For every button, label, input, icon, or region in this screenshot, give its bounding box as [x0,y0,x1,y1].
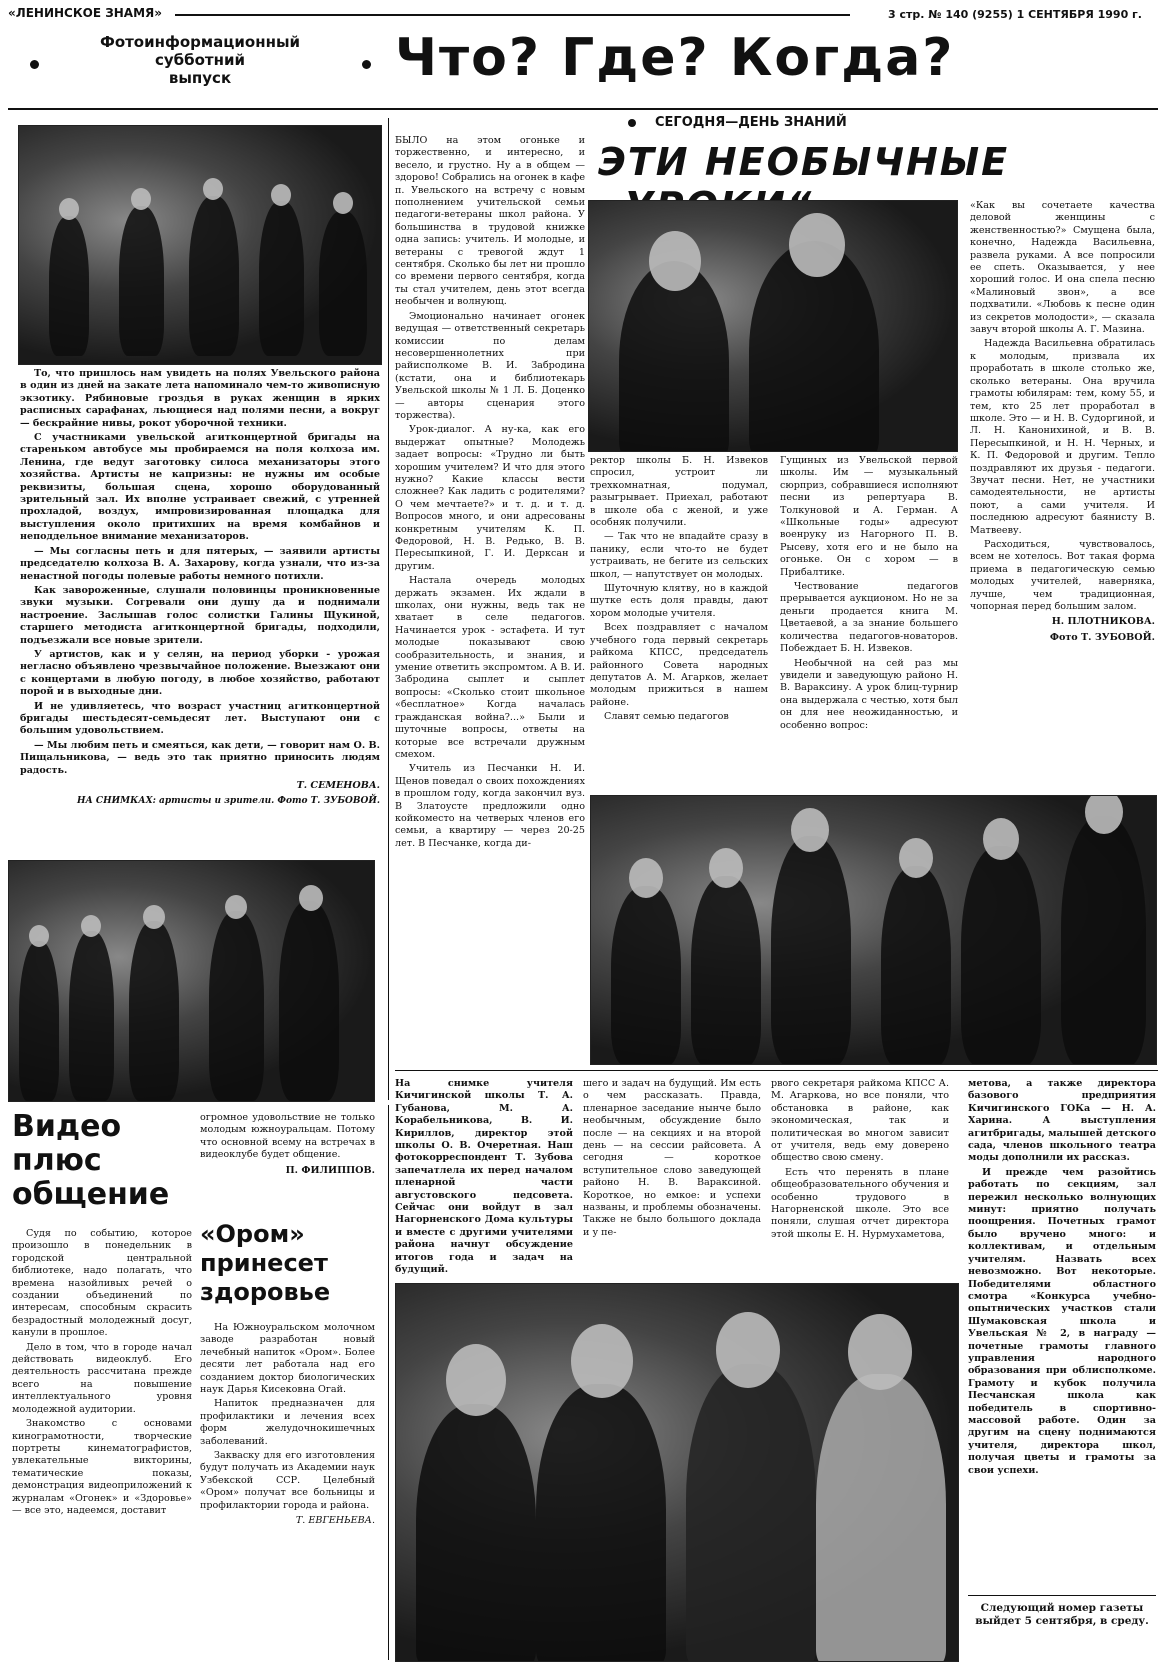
article2-p4: Настала очередь молодых держать экзамен. Их ждали в школах, они нужны, ведь так не хватает в селе педагогов. Начинается урок - эстафета. И тут молодые показывают свою сообразительность, и знания, и умение ответить экспромтом. А В. И. Забродина сыплет и сыплет вопросы: «Сколько стоит школьное «бесплатное» Когда началась гражданская война?...» Были и шуточные вопросы, ответы на которые все встречали дружным смехом. [395,575,585,760]
video-p4: огромное удовольствие не только молодым южноуральцам. Потому что основной всему на встречах в видеоклубе будет общение. [200,1112,375,1161]
article-teachers-evening [395,135,585,852]
issue-info: 3 стр. № 140 (9255) 1 СЕНТЯБРЯ 1990 г. [888,8,1142,21]
article-video-club [12,1228,192,1519]
orom-signature: Т. ЕВГЕНЬЕВА. [295,1515,375,1527]
bottom-col-3 [771,1078,949,1243]
lower-rule [395,1070,1158,1071]
divider-bottom [388,1105,389,1660]
photo-teachers-table [588,200,958,452]
page-title: Что? Где? Когда? [395,28,955,88]
bottom-col1-text: На снимке учителя Кичигинской школы Т. А. Губанова, М. А. Корабельникова, В. И. Кириллов, директор этой школы О. В. Очеретная. Наш фотокорреспондент Т. Зубова запечатлела их перед началом пленарной части августовского педсовета. Сейчас они войдут в зал Нагорненского Дома культуры и вместе с другими учителями района начнут обсуждение итогов года и задач на будущий. [395,1078,573,1276]
article-field-concert [20,368,380,808]
article3-col-c [970,200,1155,644]
next-issue-note: Следующий номер газеты выйдет 5 сентября, в среду. [968,1595,1156,1628]
headline-video: Видео плюс общение [12,1109,170,1212]
top-rule [175,14,850,16]
article1-p4: Как завороженные, слушали половинцы проникновенные звуки музыки. Согревали они душу да и поднимали настроение. Заслышав голос солистки Галины Щукиной, старшего методиста агитконцертной бригады, подходили, подъезжали все новые зрители. [20,584,380,646]
photo-singers-field [18,125,382,365]
kicker-line-1: Фотоинформационный [99,33,301,51]
orom-p2: Напиток предназначен для профилактики и лечения всех форм желудочнокишечных заболеваний. [200,1398,375,1447]
article-orom [200,1322,375,1528]
rubric: СЕГОДНЯ—ДЕНЬ ЗНАНИЙ [655,115,847,130]
article3-a2: — Так что не впадайте сразу в панику, если что-то не будет устраивать, не бегите из сельских школ, — напутствует он молодых. [590,531,768,580]
article3-a3: Шуточную клятву, но в каждой шутке есть доля правды, дают хором молодые учителя. [590,583,768,619]
article3-photo-credit: Фото Т. ЗУБОВОЙ. [1049,631,1155,643]
orom-p1: На Южноуральском молочном заводе разработан новый лечебный напиток «Ором». Более десяти лет работала над его созданием доктор биологических наук Дарья Кисековна Огай. [200,1322,375,1396]
article-video-club-cont [200,1112,375,1177]
article3-b3: Необычной на сей раз мы увидели и заведующую районо Н. В. Вараксину. А урок блиц-турнир она выдержала с честью, хотя был он для нее неожиданностью, и особенно вопрос: [780,657,958,731]
rubric-bullet [628,119,636,127]
bottom-col-1 [395,1078,573,1279]
article1-p6: И не удивляетесь, что возраст участниц агитконцертной бригады шестьдесят-семьдесят лет. Выступают они с большим удовольствием. [20,700,380,737]
video-signature: П. ФИЛИППОВ. [285,1164,375,1176]
article1-signature: Т. СЕМЕНОВА. [296,780,380,791]
bottom-col4-text: метова, а также директора базового предприятия Кичигинского ГОКа — Н. А. Харина. А выступления агитбригады, малышей детского сада, членов школьного театра моды дополнили их рассказ. [968,1078,1156,1164]
divider-left [388,118,389,1100]
bottom-col-2 [583,1078,761,1241]
kicker [90,33,310,87]
photo-mechanizers [8,860,375,1102]
article3-col-a [590,455,768,726]
paper-name: «ЛЕНИНСКОЕ ЗНАМЯ» [8,6,163,20]
headline-unusual-lessons: ЭТИ НЕОБЫЧНЫЕ [598,140,1010,184]
article1-p1: То, что пришлось нам увидеть на полях Увельского района в один из дней на закате лета напоминало чем-то живописную экзотику. Рябиновые гроздья в руках женщин в ярких расписных сарафанах, льющиеся над полями песни, а вокруг — бескрайние нивы, рокот уборочной техники. [20,368,380,429]
bottom-col-4 [968,1078,1156,1479]
article3-c3: Расходиться, чувствовалось, всем не хотелось. Вот такая форма приема в педагогическую семью молодых учителей, наверняка, лучше, чем традиционная, чопорная перед большим залом. [970,538,1155,612]
bottom-col4b-text: И прежде чем разойтись работать по секциям, зал пережил несколько волнующих минут: приятно получать поощрения. Почетных грамот было вручено много: и коллективам, и отдельным учителям. Назвать всех невозможно. Вот некоторые. Победителями областного смотра «Конкурса учебно-опытнических участков стали Шумаковская школа и Увельская № 2, в награду — почетные грамоты главного управления народного образования при облисполкоме. Грамоту и кубок получила Песчанская школа как победитель в спортивно-массовой работе. Один за другим на сцену поднимаются учителя, директора школ, получая цветы и грамоты за свои успехи. [968,1166,1156,1476]
article3-signature: Н. ПЛОТНИКОВА. [1051,616,1155,628]
article1-p2: С участниками увельской агитконцертной бригады на стареньком автобусе мы пробираемся на поля колхоза им. Ленина, где ведут заготовку силоса механизаторы этого хозяйства. Артисты не капризны: не нужны им особые реквизиты, большая сцена, хорошо оборудованный зрительный зал. Их вполне устраивает свежий, с утренней прохладой, воздух, импровизированная площадка для выступления около притихших на время комбайнов и неподдельное внимание механизаторов. [20,432,380,543]
headline-orom: «Ором» принесет здоровье [200,1220,331,1306]
article2-p2: Эмоционально начинает огонек ведущая — ответственный секретарь комиссии по делам несовершеннолетних при райисполкоме В. И. Забродина (кстати, она и библиотекарь Увельской школы № 1 Л. Б. Доценко — авторы сценария этого торжества). [395,310,585,421]
masthead-rule [8,108,1158,110]
bullet-left [30,60,39,69]
article3-c1: «Как вы сочетаете качества деловой женщины с женственностью?» Смущена была, конечно, Надежда Васильевна, развела руками. А все попросили ее спеть. Оказывается, у нее хороший голос. И она спела песню «Малиновый звон», а все подхватили. «Любовь к песне один из секретов молодости», — сказала завуч второй школы А. Г. Мазина. [970,200,1155,336]
article3-a5: Славят семью педагогов [604,711,729,723]
article1-p3: — Мы согласны петь и для пятерых, — заявили артисты председателю колхоза В. А. Захарову, когда узнали, что из-за ненастной погоды полевые работы немного потихли. [20,545,380,582]
article3-b2: Чествование педагогов прерывается аукционом. Но не за деньги продается книга М. Цветаевой, а за знание большего количества педагогов-новаторов. Побеждает Б. Н. Извеков. [780,581,958,655]
article2-p1: БЫЛО на этом огоньке и торжественно, и интересно, и весело, и грустно. Ну а в общем — здорово! Собрались на огонек в кафе п. Увельского на встречу с новым пополнением учительской семьи педагоги-ветераны школ района. У большинства в трудовой книжке одна запись: учитель. И молодые, и ветераны с тревогой ждут 1 сентября. Сколько бы лет ни прошло со времени первого сентября, когда ты стал учителем, день этот всегда необычен и волнующ. [395,135,586,308]
article3-c2: Надежда Васильевна обратилась к молодым, призвала их проработать в школе столько же, сколько ветераны. Она вручила грамоты юбилярам: тем, кому 55, и тем, кто 25 лет проработал в школе. Это — и Н. В. Судоргиной, и Л. Н. Канонихиной, и В. В. Пересыпкиной, и Н. Н. Черных, и К. П. Федоровой и другим. Тепло поздравляют их друзья - педагоги. Звучат песни. Нет, не участники самодеятельности, не артисты поют, а сами учителя. И последнюю адресуют баянисту В. Матвееву. [970,338,1155,536]
article2-p5: Учитель из Песчанки Н. И. Щенов поведал о своих похождениях в прошлом году, когда закончил вуз. В Златоусте предложили одно койкоместо на четверых членов его семьи, а квартиру — через 20-25 лет. В Песчанке, когда ди- [395,763,585,849]
article3-col-b [780,455,958,734]
article3-a1: ректор школы Б. Н. Извеков спросил, устроит ли трехкомнатная, подумал, разыгрывает. Приехал, работают в школе оба с женой, и уже особняк получили. [590,455,768,529]
bullet-right [362,60,371,69]
article2-p3: Урок-диалог. А ну-ка, как его выдержат опытные? Молодежь задает вопросы: «Трудно ли быть хорошим учителем? И что для этого нужно? Какие классы вести сложнее? Как ладить с родителями? О чем мечтаете?» и т. д. и т. д. Вопросов много, и они адресованы конкретным учителям К. П. Федоровой, Н. В. Редько, В. В. Пересыпкиной, Г. И. Дерксан и другим. [395,424,585,572]
photo-kichiginsk-teachers [395,1283,959,1662]
video-p1: Судя по событию, которое произошло в понедельник в городской центральной библиотеке, надо полагать, что времена назойливых речей о создании объединений по интересам, способным скрасить безрадостный молодежный досуг, канули в прошлое. [12,1228,192,1339]
article3-a4: Всех поздравляет с началом учебного года первый секретарь райкома КПСС, председатель районного Совета народных депутатов А. М. Агарков, желает молодым прижиться в нашем районе. [590,622,768,708]
article1-p7: — Мы любим петь и смеяться, как дети, — говорит нам О. В. Пищальникова, — ведь это так приятно приносить людям радость. [20,739,380,776]
video-p2: Дело в том, что в городе начал действовать видеоклуб. Его деятельность рассчитана прежде всего на повышение интеллектуального уровня молодежной аудитории. [12,1341,192,1415]
article3-b1: Гущиных из Увельской первой школы. Им — музыкальный сюрприз, собравшиеся исполняют песни из репертуара В. Толкуновой и А. Герман. А «Школьные годы» адресуют военруку из Нагорного П. В. Рысеву, хотя его и не было на огоньке. Он с хором — в Прибалтике. [780,455,958,578]
kicker-line-2: субботний [155,51,245,69]
bottom-col3b-text: Есть что перенять в плане общеобразовательного обучения и особенно трудового в Нагорненской школе. Это все поняли, слушая отчет директора этой школы Е. Н. Нурмухаметова, [771,1166,949,1240]
bottom-col3-text: рвого секретаря райкома КПСС А. М. Агаркова, но все поняли, что обстановка в районе, как экономическая, так и политическая во многом зависит от учителя, ведь ему доверено общество свою смену. [771,1078,949,1164]
orom-p3: Закваску для его изготовления будут получать из Академии наук Узбекской ССР. Целебный «Ором» получат все больницы и профилактории города и района. [200,1450,375,1511]
video-p3: Знакомство с основами кинограмотности, творческие портреты кинематографистов, увлекательные викторины, тематические показы, демонстрация видеоприложений к журналам «Огонек» и «Здоровье» — все это, надеемся, доставит [12,1418,192,1516]
bottom-col2-text: шего и задач на будущий. Им есть о чем рассказать. Правда, пленарное заседание нынче было необычным, обсуждение было после — на секциях и на второй день — на сессии райсовета. А сегодня — короткое вступительное слово заведующей районо Н. В. Вараксиной. Короткое, но емкое: и успехи названы, и проблемы обозначены. Также не было большого доклада и у пе- [583,1078,761,1238]
article1-photo-caption: НА СНИМКАХ: артисты и зрители. Фото Т. ЗУБОВОЙ. [76,796,380,807]
article1-p5: У артистов, как и у селян, на период уборки - урожая негласно объявлено чрезвычайное положение. Выезжают они с концертами в любую погоду, в любое хозяйство, работают порой и в выходные дни. [20,648,380,698]
photo-young-teachers [590,795,1157,1065]
kicker-line-3: выпуск [168,69,232,87]
